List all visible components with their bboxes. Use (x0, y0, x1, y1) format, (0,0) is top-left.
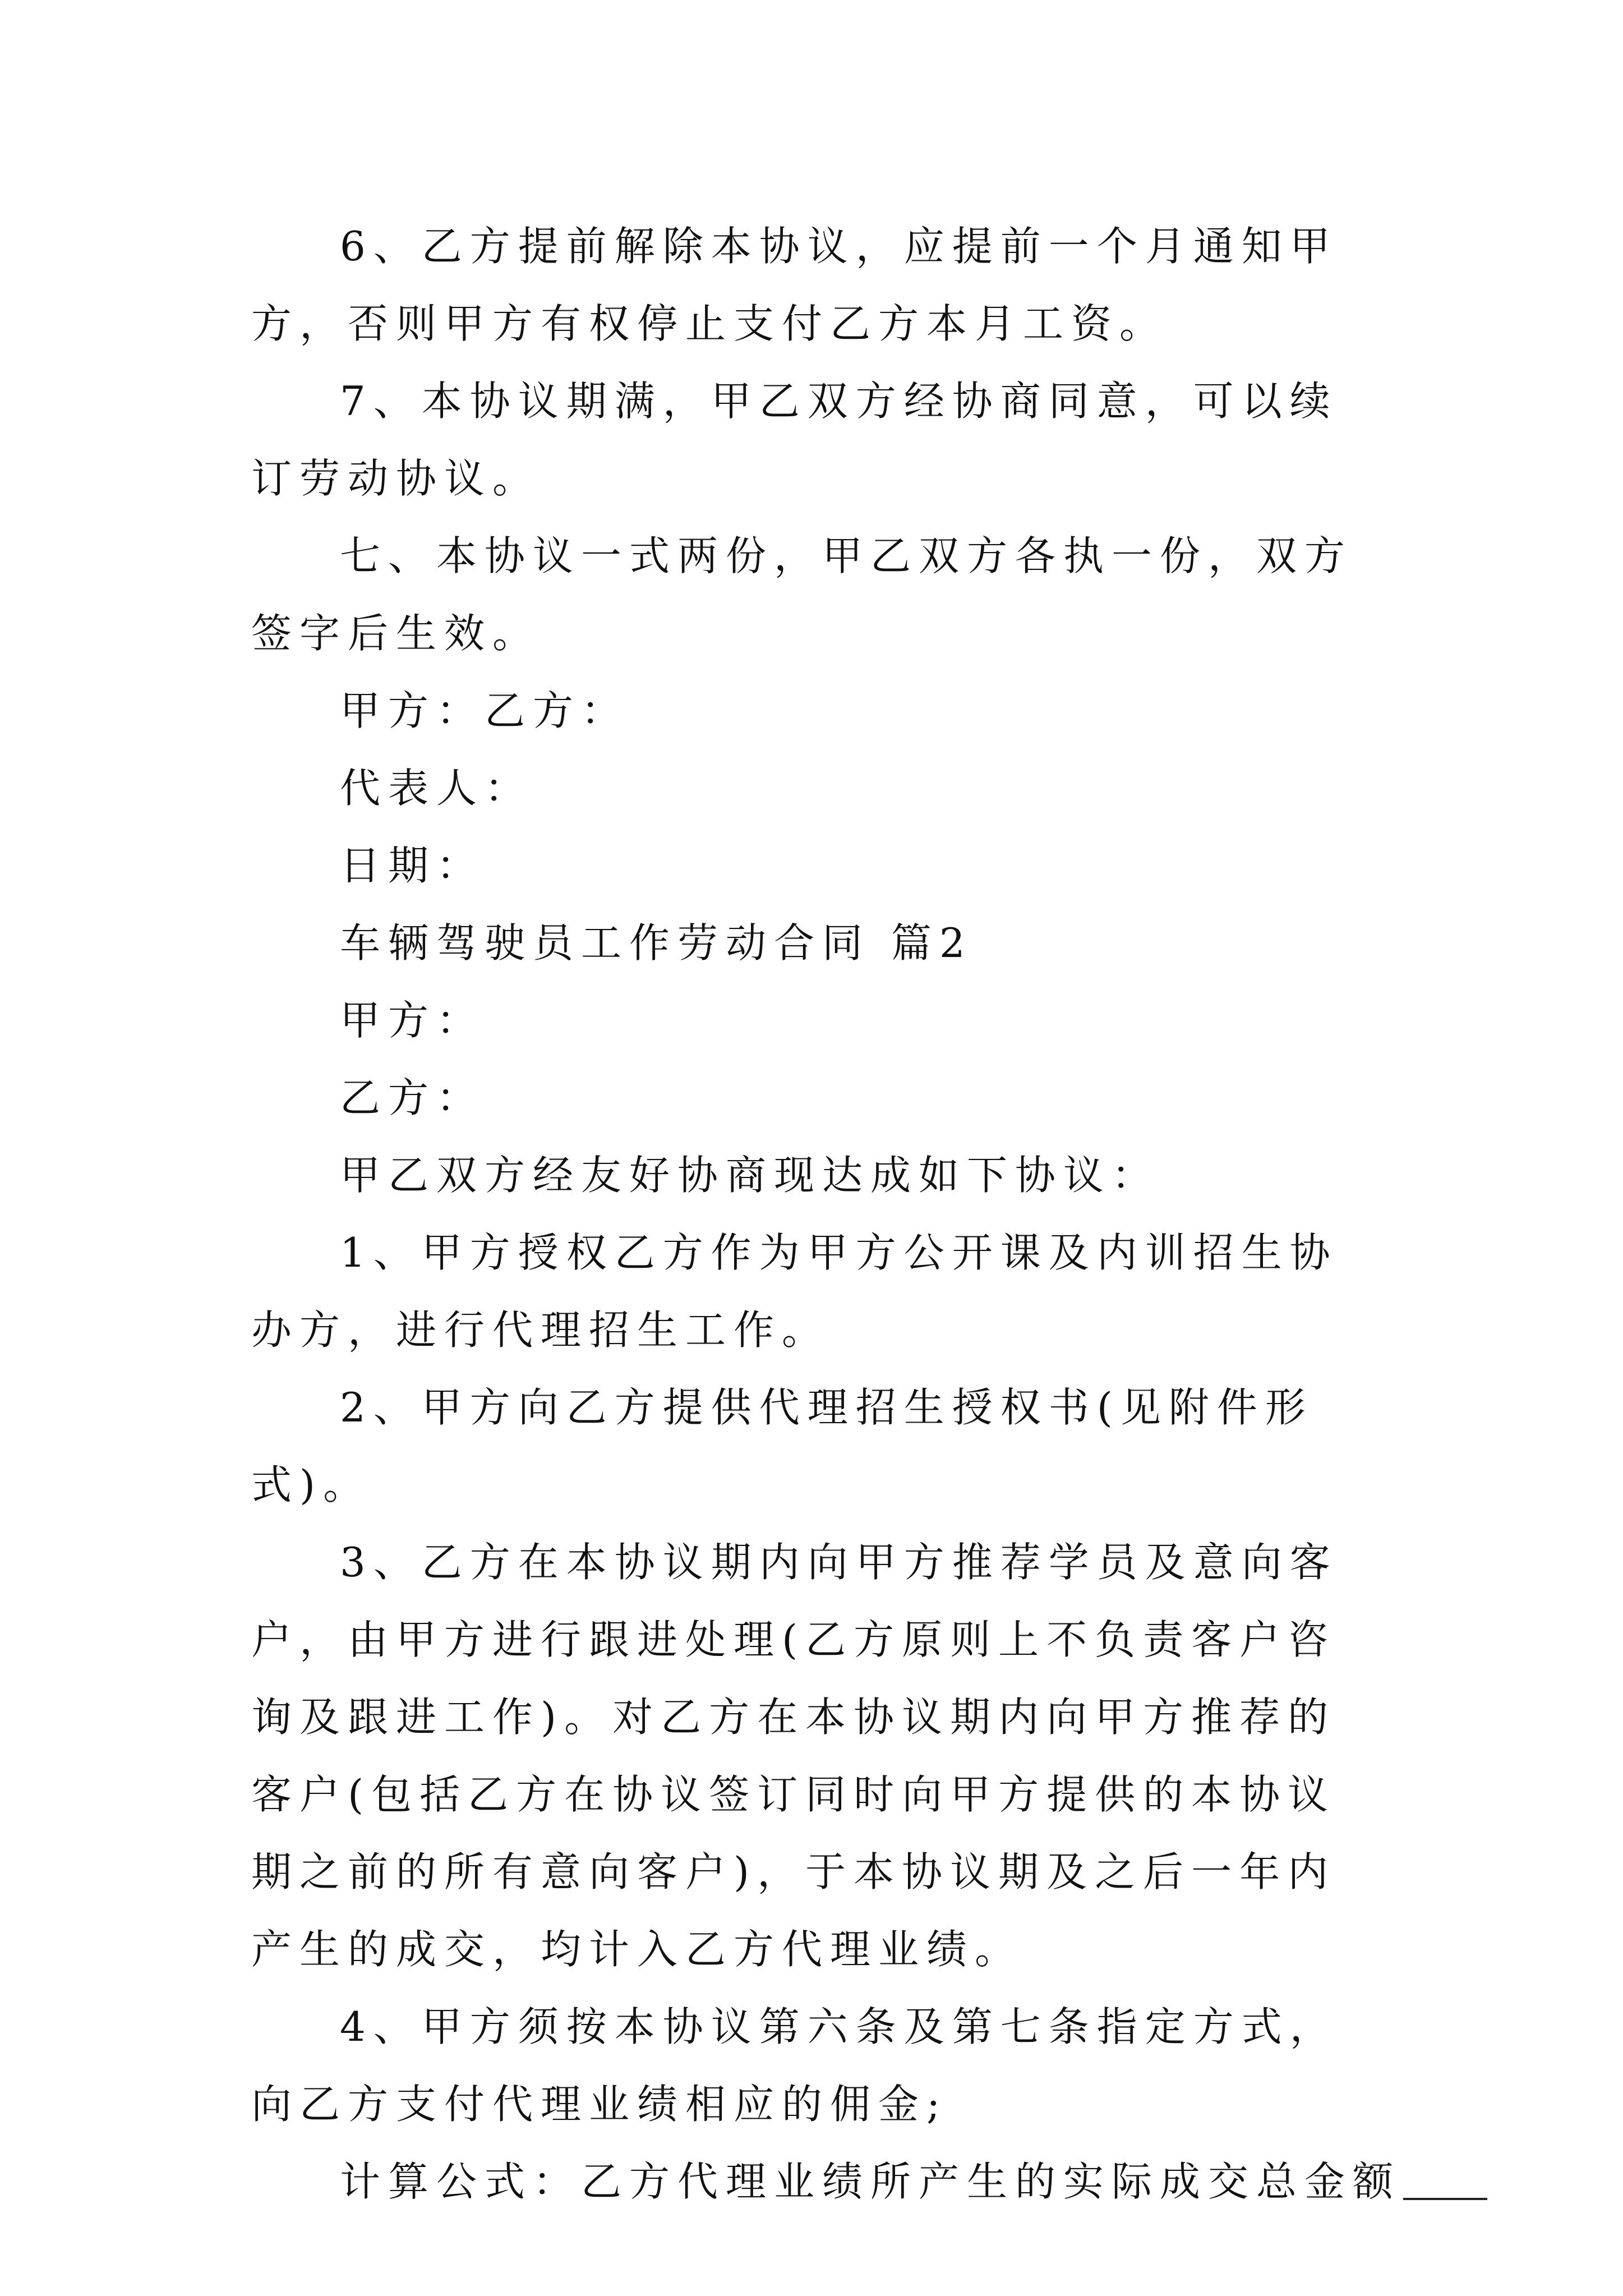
party-b-line: 乙方： (340, 1074, 485, 1121)
paragraph-clause-7: 7、本协议期满，甲乙双方经协商同意，可以续订劳动协议。 (251, 378, 1338, 502)
paragraph-clause-6: 6、乙方提前解除本协议，应提前一个月通知甲方，否则甲方有权停止支付乙方本月工资。 (251, 223, 1338, 347)
fill-in-blank (1403, 2196, 1487, 2200)
document-body (251, 208, 1401, 2220)
formula-text: 计算公式：乙方代理业绩所产生的实际成交总金额 (340, 2158, 1401, 2205)
signature-parties: 甲方：乙方： (340, 687, 630, 734)
signature-date: 日期： (340, 842, 485, 889)
paragraph-item-3: 3、乙方在本协议期内向甲方推荐学员及意向客户，由甲方进行跟进处理(乙方原则上不负责客户咨询及跟进工作)。对乙方在本协议期内向甲方推荐的客户(包括乙方在协议签订同时向甲方提供的本协议期之前的所有意向客户)，于本协议期及之后一年内产生的成交，均计入乙方代理业绩。 (251, 1539, 1338, 1973)
paragraph-item-4: 4、甲方须按本协议第六条及第七条指定方式，向乙方支付代理业绩相应的佣金; (251, 2003, 1338, 2128)
signature-representative: 代表人： (340, 765, 533, 812)
paragraph-item-1: 1、甲方授权乙方作为甲方公开课及内训招生协办方，进行代理招生工作。 (251, 1229, 1338, 1354)
party-a-line: 甲方： (340, 997, 485, 1044)
formula-line (251, 2143, 1401, 2220)
paragraph-item-2: 2、甲方向乙方提供代理招生授权书(见附件形式)。 (251, 1384, 1313, 1508)
section-heading: 车辆驾驶员工作劳动合同 篇2 (340, 919, 973, 967)
agreement-intro: 甲乙双方经友好协商现达成如下协议： (340, 1152, 1160, 1199)
paragraph-article-7: 七、本协议一式两份，甲乙双方各执一份，双方签字后生效。 (251, 532, 1353, 657)
